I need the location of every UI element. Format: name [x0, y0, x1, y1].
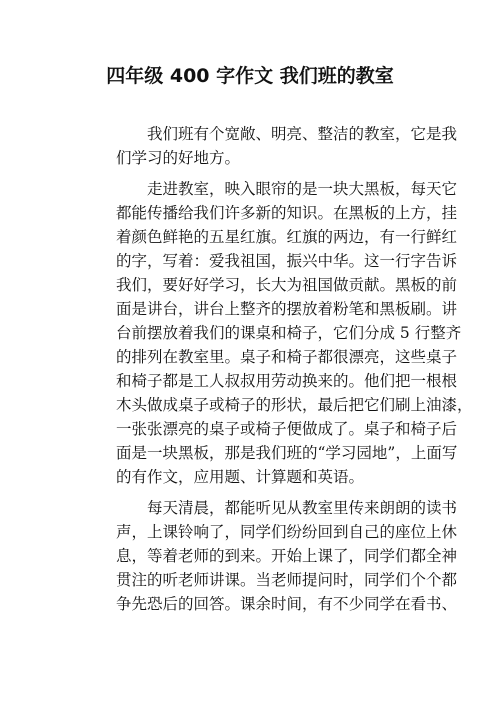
paragraph-line: 面是一块黑板，那是我们班的“学习园地”，上面写	[116, 444, 458, 462]
paragraph-2	[85, 177, 473, 489]
paragraph-line: 们学习的好地方。	[116, 149, 241, 167]
paragraph-line: 声，上课铃响了，同学们纷纷回到自己的座位上休	[116, 523, 458, 541]
paragraph-line: 的排列在教室里。桌子和椅子都很漂亮，这些桌子	[116, 348, 458, 366]
paragraph-line: 面是讲台，讲台上整齐的摆放着粉笔和黑板刷。讲	[116, 300, 458, 318]
paragraph-line: 都能传播给我们许多新的知识。在黑板的上方，挂	[116, 204, 458, 222]
document-title: 四年级 400 字作文 我们班的教室	[106, 65, 394, 87]
paragraph-line: 争先恐后的回答。课余时间，有不少同学在看书、	[116, 595, 458, 613]
paragraph-1	[85, 122, 458, 170]
document-body	[85, 122, 473, 623]
paragraph-line: 的有作文，应用题、计算题和英语。	[116, 468, 365, 486]
paragraph-line: 我们班有个宽敞、明亮、整洁的教室，它是我	[147, 125, 458, 143]
paragraph-line: 着颜色鲜艳的五星红旗。红旗的两边，有一行鲜红	[116, 228, 458, 246]
paragraph-line: 贯注的听老师讲课。当老师提问时，同学们个个都	[116, 571, 458, 589]
paragraph-line: 一张张漂亮的桌子或椅子便做成了。桌子和椅子后	[116, 420, 458, 438]
paragraph-line: 台前摆放着我们的课桌和椅子，它们分成 5 行整齐	[116, 324, 462, 342]
paragraph-line: 和椅子都是工人叔叔用劳动换来的。他们把一根根	[116, 372, 458, 390]
paragraph-line: 我们，要好好学习，长大为祖国做贡献。黑板的前	[116, 276, 458, 294]
paragraph-line: 的字，写着：爱我祖国，振兴中华。这一行字告诉	[116, 252, 458, 270]
paragraph-line: 走进教室，映入眼帘的是一块大黑板，每天它	[147, 180, 458, 198]
paragraph-line: 每天清晨，都能听见从教室里传来朗朗的读书	[147, 499, 458, 517]
paragraph-line: 息，等着老师的到来。开始上课了，同学们都全神	[116, 547, 458, 565]
paragraph-3	[85, 496, 458, 616]
paragraph-line: 木头做成桌子或椅子的形状，最后把它们刷上油漆，	[116, 396, 473, 414]
